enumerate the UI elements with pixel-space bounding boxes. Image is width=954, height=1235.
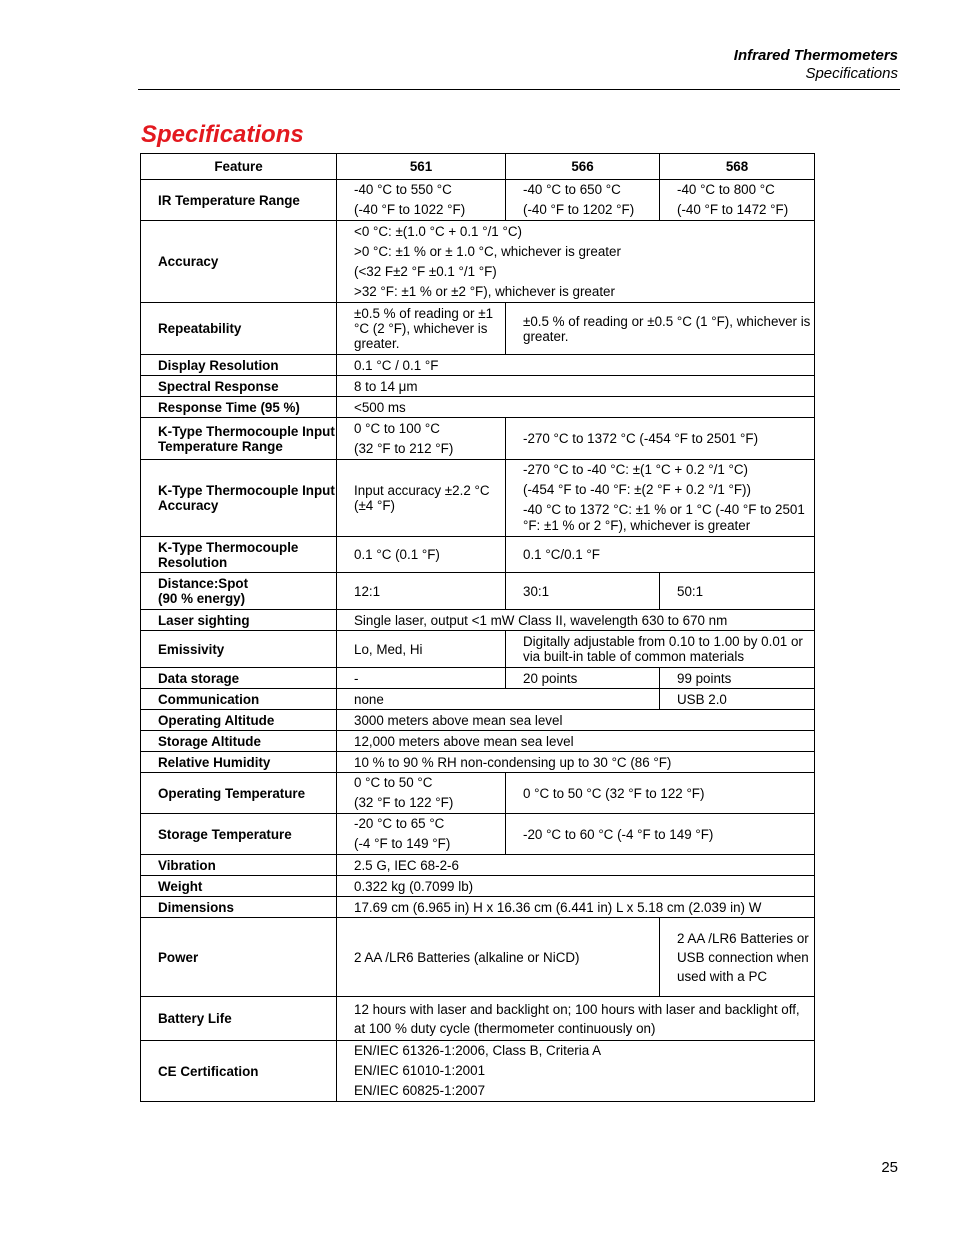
feature-cell: Relative Humidity bbox=[141, 752, 337, 773]
table-row bbox=[141, 731, 815, 752]
value-cell-561: Input accuracy ±2.2 °C (±4 °F) bbox=[337, 460, 506, 537]
feature-cell: Spectral Response bbox=[141, 376, 337, 397]
value-cell-561-566: none bbox=[337, 689, 660, 710]
table-row bbox=[141, 710, 815, 731]
value-cell-568: 2 AA /LR6 Batteries or USB connection when used with a PC bbox=[660, 918, 815, 997]
header-title: Infrared Thermometers bbox=[733, 47, 898, 64]
table-row bbox=[141, 376, 815, 397]
feature-cell: Repeatability bbox=[141, 303, 337, 355]
table-row bbox=[141, 689, 815, 710]
value-cell-561: Lo, Med, Hi bbox=[337, 631, 506, 668]
table-row bbox=[141, 752, 815, 773]
value-cell-566: 30:1 bbox=[506, 573, 660, 610]
table-row bbox=[141, 897, 815, 918]
feature-cell: Vibration bbox=[141, 855, 337, 876]
value-cell-all: 3000 meters above mean sea level bbox=[337, 710, 815, 731]
value-cell-all: Single laser, output <1 mW Class II, wavelength 630 to 670 nm bbox=[337, 610, 815, 631]
value-cell-568: USB 2.0 bbox=[660, 689, 815, 710]
value-cell-561: 12:1 bbox=[337, 573, 506, 610]
table-row bbox=[141, 537, 815, 573]
value-cell-566-568: Digitally adjustable from 0.10 to 1.00 by 0.01 or via built-in table of common materials bbox=[506, 631, 815, 668]
value-cell-561: 0.1 °C (0.1 °F) bbox=[337, 537, 506, 573]
feature-cell: Storage Temperature bbox=[141, 814, 337, 855]
table-row bbox=[141, 460, 815, 537]
feature-cell: Response Time (95 %) bbox=[141, 397, 337, 418]
column-header: 568 bbox=[660, 154, 815, 180]
feature-cell: Storage Altitude bbox=[141, 731, 337, 752]
table-row bbox=[141, 855, 815, 876]
value-cell-all: <0 °C: ±(1.0 °C + 0.1 °/1 °C) >0 °C: ±1 % or ± 1.0 °C, whichever is greater (<32 F±2 °F ±0.1 °/1 °F) >32 °F: ±1 % or ±2 °F), whichever is greater bbox=[337, 221, 815, 303]
value-cell-all: 12,000 meters above mean sea level bbox=[337, 731, 815, 752]
table-row bbox=[141, 355, 815, 376]
value-cell-566-568: -270 °C to 1372 °C (-454 °F to 2501 °F) bbox=[506, 418, 815, 460]
feature-cell: Power bbox=[141, 918, 337, 997]
feature-cell: Accuracy bbox=[141, 221, 337, 303]
table-row bbox=[141, 418, 815, 460]
table-row bbox=[141, 997, 815, 1041]
feature-cell: Display Resolution bbox=[141, 355, 337, 376]
table-row bbox=[141, 631, 815, 668]
value-cell-566: -40 °C to 650 °C (-40 °F to 1202 °F) bbox=[506, 180, 660, 221]
table-row bbox=[141, 573, 815, 610]
value-cell-all: 12 hours with laser and backlight on; 100 hours with laser and backlight off, at 100 % duty cycle (thermometer continuously on) bbox=[337, 997, 815, 1041]
value-cell-566-568: -20 °C to 60 °C (-4 °F to 149 °F) bbox=[506, 814, 815, 855]
value-cell-all: 0.1 °C / 0.1 °F bbox=[337, 355, 815, 376]
value-cell-all: 10 % to 90 % RH non-condensing up to 30 °C (86 °F) bbox=[337, 752, 815, 773]
value-cell-561: 0 °C to 100 °C (32 °F to 212 °F) bbox=[337, 418, 506, 460]
value-cell-561: -20 °C to 65 °C (-4 °F to 149 °F) bbox=[337, 814, 506, 855]
value-cell-568: 99 points bbox=[660, 668, 815, 689]
value-cell-561: - bbox=[337, 668, 506, 689]
feature-cell: K-Type Thermocouple Input Accuracy bbox=[141, 460, 337, 537]
feature-cell: Battery Life bbox=[141, 997, 337, 1041]
specifications-table bbox=[140, 153, 815, 1102]
section-title: Specifications bbox=[141, 121, 304, 148]
column-header: 561 bbox=[337, 154, 506, 180]
table-row bbox=[141, 610, 815, 631]
value-cell-561-566: 2 AA /LR6 Batteries (alkaline or NiCD) bbox=[337, 918, 660, 997]
value-cell-all: <500 ms bbox=[337, 397, 815, 418]
feature-cell: Weight bbox=[141, 876, 337, 897]
value-cell-568: 50:1 bbox=[660, 573, 815, 610]
feature-cell: K-Type Thermocouple Resolution bbox=[141, 537, 337, 573]
table-row bbox=[141, 1041, 815, 1102]
header-subtitle: Specifications bbox=[805, 65, 898, 82]
table-row bbox=[141, 876, 815, 897]
value-cell-566-568: 0.1 °C/0.1 °F bbox=[506, 537, 815, 573]
value-cell-all: 0.322 kg (0.7099 lb) bbox=[337, 876, 815, 897]
feature-cell: Laser sighting bbox=[141, 610, 337, 631]
table-row bbox=[141, 221, 815, 303]
page-number: 25 bbox=[881, 1159, 898, 1176]
value-cell-all: 2.5 G, IEC 68-2-6 bbox=[337, 855, 815, 876]
table-header-row bbox=[141, 154, 815, 180]
feature-cell: Distance:Spot (90 % energy) bbox=[141, 573, 337, 610]
value-cell-561: ±0.5 % of reading or ±1 °C (2 °F), whichever is greater. bbox=[337, 303, 506, 355]
value-cell-all: 17.69 cm (6.965 in) H x 16.36 cm (6.441 in) L x 5.18 cm (2.039 in) W bbox=[337, 897, 815, 918]
table-row bbox=[141, 918, 815, 997]
table-row bbox=[141, 668, 815, 689]
value-cell-561: -40 °C to 550 °C (-40 °F to 1022 °F) bbox=[337, 180, 506, 221]
table-row bbox=[141, 814, 815, 855]
table-row bbox=[141, 303, 815, 355]
column-header: Feature bbox=[141, 154, 337, 180]
value-cell-all: 8 to 14 μm bbox=[337, 376, 815, 397]
column-header: 566 bbox=[506, 154, 660, 180]
feature-cell: Operating Altitude bbox=[141, 710, 337, 731]
feature-cell: CE Certification bbox=[141, 1041, 337, 1102]
value-cell-all: EN/IEC 61326-1:2006, Class B, Criteria A EN/IEC 61010-1:2001 EN/IEC 60825-1:2007 bbox=[337, 1041, 815, 1102]
header-rule bbox=[138, 89, 900, 90]
table-row bbox=[141, 397, 815, 418]
feature-cell: Dimensions bbox=[141, 897, 337, 918]
feature-cell: Emissivity bbox=[141, 631, 337, 668]
feature-cell: Operating Temperature bbox=[141, 773, 337, 814]
table-row bbox=[141, 773, 815, 814]
feature-cell: Communication bbox=[141, 689, 337, 710]
value-cell-566-568: 0 °C to 50 °C (32 °F to 122 °F) bbox=[506, 773, 815, 814]
value-cell-568: -40 °C to 800 °C (-40 °F to 1472 °F) bbox=[660, 180, 815, 221]
feature-cell: IR Temperature Range bbox=[141, 180, 337, 221]
value-cell-566-568: ±0.5 % of reading or ±0.5 °C (1 °F), whichever is greater. bbox=[506, 303, 815, 355]
feature-cell: K-Type Thermocouple Input Temperature Range bbox=[141, 418, 337, 460]
value-cell-566: 20 points bbox=[506, 668, 660, 689]
feature-cell: Data storage bbox=[141, 668, 337, 689]
table-row bbox=[141, 180, 815, 221]
value-cell-561: 0 °C to 50 °C (32 °F to 122 °F) bbox=[337, 773, 506, 814]
running-header bbox=[734, 47, 898, 83]
value-cell-566-568: -270 °C to -40 °C: ±(1 °C + 0.2 °/1 °C) (-454 °F to -40 °F: ±(2 °F + 0.2 °/1 °F)) -40 °C to 1372 °C: ±1 % or 1 °C (-40 °F to 2501 °F: ±1 % or 2 °F), whichever is greater bbox=[506, 460, 815, 537]
